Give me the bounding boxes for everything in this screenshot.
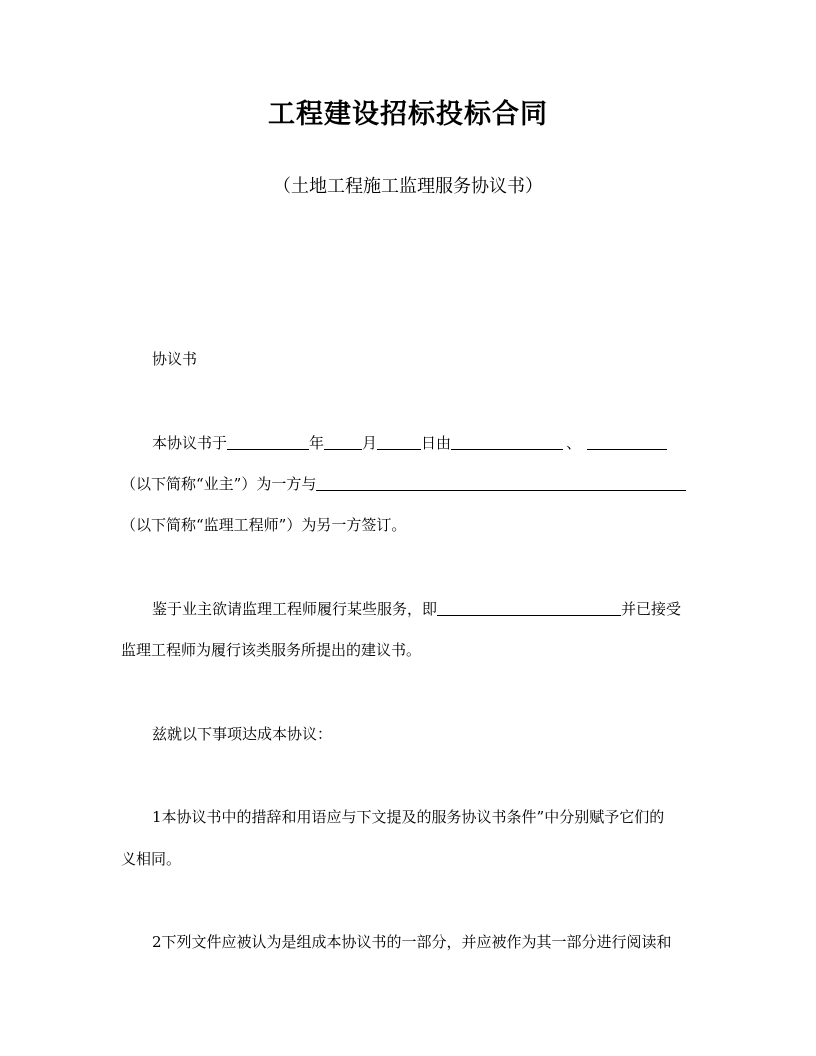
services-accepted-text: 并已接受 (621, 600, 682, 618)
services-line (0, 598, 816, 620)
engineer-definition-line (0, 514, 816, 536)
intro-text: 本协议书于 (152, 434, 228, 452)
item-1-continuation: 义相同。 (121, 850, 182, 868)
year-label: 年 (309, 434, 325, 452)
document-subtitle: （土地工程施工监理服务协议书） (273, 176, 543, 197)
agreement-date-line (0, 432, 816, 454)
owner-address-blank[interactable] (587, 433, 667, 450)
document-title: 工程建设招标投标合同 (268, 99, 548, 130)
item-1-line-2 (0, 848, 816, 870)
month-blank[interactable] (324, 433, 362, 450)
owner-definition-text: （以下简称“业主”）为一方与 (121, 475, 317, 493)
day-blank[interactable] (377, 433, 421, 450)
agreement-clause-text: 兹就以下事项达成本协议： (152, 725, 333, 743)
engineer-definition-text: （以下简称“监理工程师”）为另一方签订。 (121, 516, 407, 534)
proposal-text: 监理工程师为履行该类服务所提出的建议书。 (121, 641, 422, 659)
proposal-line (0, 639, 816, 661)
services-blank[interactable] (437, 599, 621, 616)
services-intro-text: 鉴于业主欲请监理工程师履行某些服务，即 (152, 600, 438, 618)
owner-name-blank[interactable] (451, 433, 563, 450)
separator-mark: 、 (566, 434, 582, 452)
section-heading (0, 348, 816, 370)
agreement-clause (0, 723, 816, 745)
engineer-name-blank[interactable] (316, 474, 686, 491)
owner-definition-line (0, 473, 816, 495)
month-label: 月 (362, 434, 378, 452)
item-1-text: 1本协议书中的措辞和用语应与下文提及的服务协议书条件”中分别赋予它们的 (152, 808, 665, 826)
item-2-line-1 (0, 931, 816, 953)
day-label: 日由 (421, 434, 452, 452)
item-2-text: 2下列文件应被认为是组成本协议书的一部分，并应被作为其一部分进行阅读和 (152, 933, 672, 951)
year-blank[interactable] (227, 433, 309, 450)
item-1-line-1 (0, 806, 816, 828)
heading-text: 协议书 (152, 350, 198, 368)
